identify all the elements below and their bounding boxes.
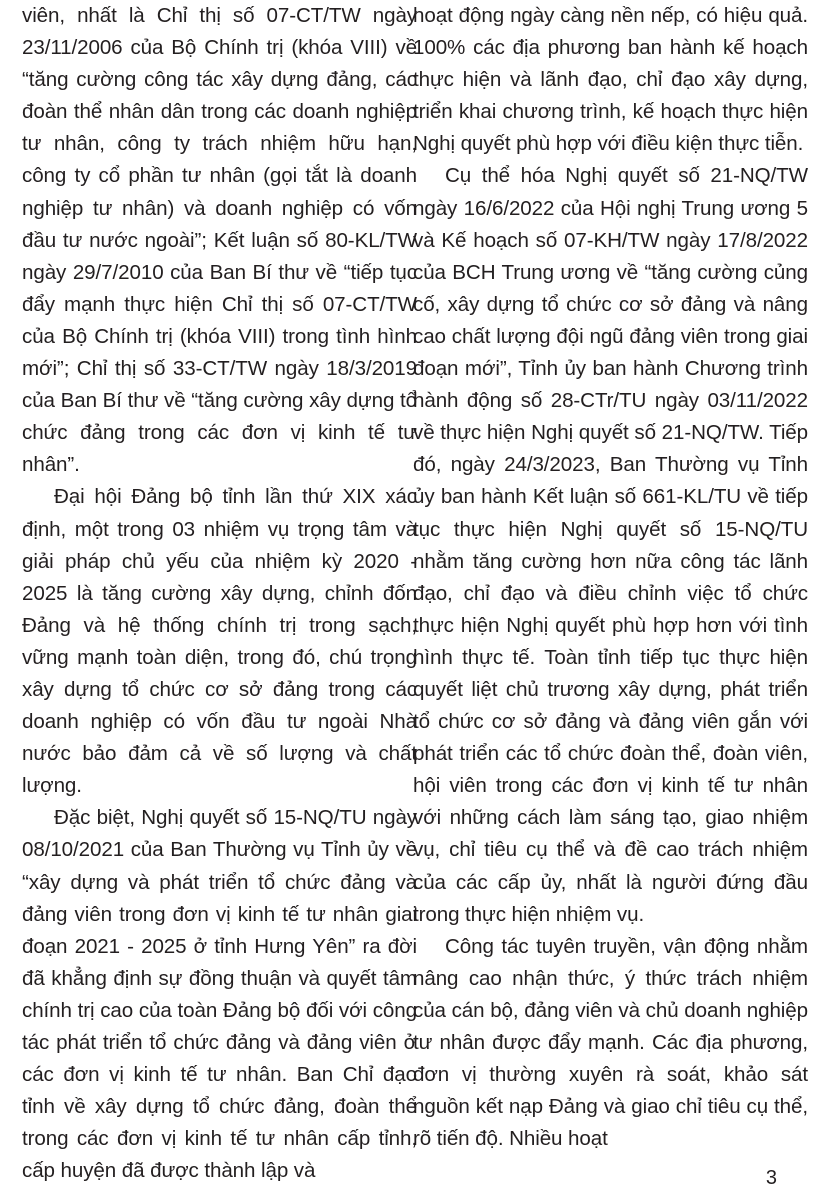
right-column	[413, 0, 808, 1155]
paragraph: Đặc biệt, Nghị quyết số 15-NQ/TU ngày 08/10/2021 của Ban Thường vụ Tỉnh ủy về “xây dựng và phát triển tổ chức đảng và đảng viên trong đơn vị kinh tế tư nhân giai đoạn 2021 - 2025 ở tỉnh Hưng Yên” ra đời đã khẳng định sự đồng thuận và quyết tâm chính trị cao của toàn Đảng bộ đối với công tác phát triển tổ chức đảng và đảng viên ở các đơn vị kinh tế tư nhân. Ban Chỉ đạo tỉnh về xây dựng tổ chức đảng, đoàn thể trong các đơn vị kinh tế tư nhân cấp tỉnh, cấp huyện đã được thành lập và	[22, 806, 417, 1183]
paragraph: Công tác tuyên truyền, vận động nhằm nâng cao nhận thức, ý thức trách nhiệm của cán bộ, đảng viên và chủ doanh nghiệp tư nhân được đẩy mạnh. Các địa phương, đơn vị thường xuyên rà soát, khảo sát nguồn kết nạp Đảng và giao chỉ tiêu cụ thể, rõ tiến độ. Nhiều hoạt	[413, 934, 808, 1151]
paragraph: Cụ thể hóa Nghị quyết số 21-NQ/TW ngày 16/6/2022 của Hội nghị Trung ương 5 và Kế hoạch số 07-KH/TW ngày 17/8/2022 của BCH Trung ương về “tăng cường củng cố, xây dựng tổ chức cơ sở đảng và nâng cao chất lượng đội ngũ đảng viên trong giai đoạn mới”, Tỉnh ủy ban hành Chương trình hành động số 28-CTr/TU ngày 03/11/2022 về thực hiện Nghị quyết số 21-NQ/TW. Tiếp đó, ngày 24/3/2023, Ban Thường vụ Tỉnh ủy ban hành Kết luận số 661-KL/TU về tiếp tục thực hiện Nghị quyết số 15-NQ/TU nhằm tăng cường hơn nữa công tác lãnh đạo, chỉ đạo và điều chỉnh việc tổ chức thực hiện Nghị quyết phù hợp hơn với tình hình thực tế. Toàn tỉnh tiếp tục thực hiện quyết liệt chủ trương xây dựng, phát triển tổ chức cơ sở đảng và đảng viên gắn với phát triển các tổ chức đoàn thể, đoàn viên, hội viên trong các đơn vị kinh tế tư nhân với những cách làm sáng tạo, giao nhiệm vụ, chỉ tiêu cụ thể và đề cao trách nhiệm của các cấp ủy, nhất là người đứng đầu trong thực hiện nhiệm vụ.	[413, 164, 808, 926]
paragraph: hoạt động ngày càng nền nếp, có hiệu quả. 100% các địa phương ban hành kế hoạch thực hiện và lãnh đạo, chỉ đạo xây dựng, triển khai chương trình, kế hoạch thực hiện Nghị quyết phù hợp với điều kiện thực tiễn.	[413, 4, 808, 156]
paragraph: Đại hội Đảng bộ tỉnh lần thứ XIX xác định, một trong 03 nhiệm vụ trọng tâm và giải pháp chủ yếu của nhiệm kỳ 2020 - 2025 là tăng cường xây dựng, chỉnh đốn Đảng và hệ thống chính trị trong sạch, vững mạnh toàn diện, trong đó, chú trọng xây dựng tổ chức cơ sở đảng trong các doanh nghiệp có vốn đầu tư ngoài Nhà nước bảo đảm cả về số lượng và chất lượng.	[22, 485, 417, 798]
left-column	[22, 0, 417, 1187]
paragraph: viên, nhất là Chỉ thị số 07-CT/TW ngày 23/11/2006 của Bộ Chính trị (khóa VIII) về “tăng cường công tác xây dựng đảng, các đoàn thể nhân dân trong các doanh nghiệp tư nhân, công ty trách nhiệm hữu hạn, công ty cổ phần tư nhân (gọi tắt là doanh nghiệp tư nhân) và doanh nghiệp có vốn đầu tư nước ngoài”; Kết luận số 80-KL/TW ngày 29/7/2010 của Ban Bí thư về “tiếp tục đẩy mạnh thực hiện Chỉ thị số 07-CT/TW của Bộ Chính trị (khóa VIII) trong tình hình mới”; Chỉ thị số 33-CT/TW ngày 18/3/2019 của Ban Bí thư về “tăng cường xây dựng tổ chức đảng trong các đơn vị kinh tế tư nhân”.	[22, 4, 417, 477]
page-number: 3	[765, 1167, 777, 1189]
